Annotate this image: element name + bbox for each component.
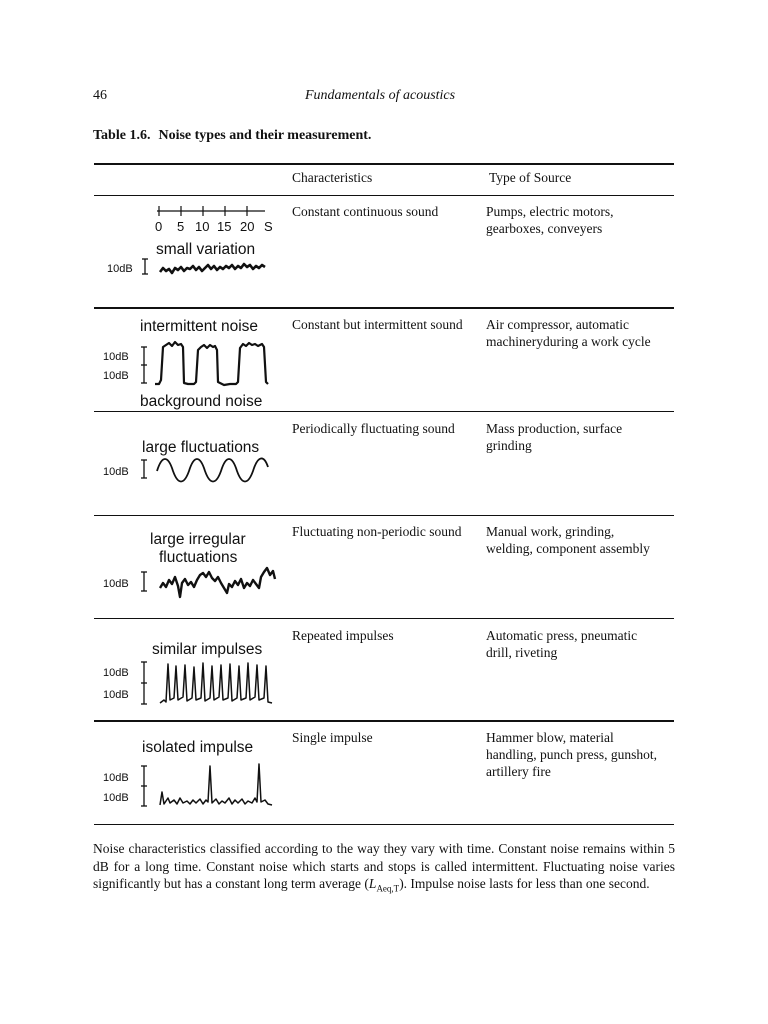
waveform-repeated-impulses [160, 663, 272, 703]
waveform-irregular [160, 568, 275, 597]
waveform-small-variation [160, 264, 265, 273]
note-subscript: Aeq,T [376, 883, 400, 894]
waveform-intermittent [155, 342, 268, 385]
figure-title: isolated impulse [142, 739, 254, 756]
figure-title-line1: large irregular [150, 531, 246, 548]
time-axis [155, 206, 273, 234]
row-4-characteristics: Fluctuating non-periodic sound [292, 524, 462, 539]
row-4-source: Manual work, grinding, welding, component assembly [486, 524, 650, 556]
scale-label: 10dB [103, 370, 129, 382]
time-tick-label: 10 [195, 219, 210, 234]
row-5-figure [100, 630, 285, 715]
scale-label: 10dB [107, 263, 133, 275]
scale-label: 10dB [103, 772, 129, 784]
table-title: Noise types and their measurement. [158, 128, 372, 143]
scale-label: 10dB [103, 667, 129, 679]
scale-label: 10dB [103, 466, 129, 478]
table-caption [93, 128, 371, 144]
table-top-rule [94, 163, 674, 165]
row-3-source: Mass production, surface grinding [486, 421, 623, 453]
scale-label: 10dB [103, 792, 129, 804]
row-5-source: Automatic press, pneumatic drill, riveting [486, 628, 638, 660]
waveform-isolated-impulse [160, 764, 272, 805]
row-2-characteristics: Constant but intermittent sound [292, 317, 463, 332]
scale-label: 10dB [103, 351, 129, 363]
row-rule [94, 720, 674, 722]
row-1-source: Pumps, electric motors, gearboxes, conveyers [486, 204, 614, 236]
scale-label: 10dB [103, 578, 129, 590]
running-title: Fundamentals of acoustics [305, 88, 456, 103]
table-note [93, 840, 675, 898]
row-2-figure [100, 310, 285, 410]
row-6-source: Hammer blow, material handling, punch press, gunshot, artillery fire [486, 730, 657, 779]
scale-bar-icon [141, 766, 147, 806]
row-3-characteristics: Periodically fluctuating sound [292, 421, 455, 436]
scale-bar-icon [141, 662, 147, 704]
row-rule [94, 411, 674, 412]
header-rule [94, 195, 674, 196]
row-5-characteristics: Repeated impulses [292, 628, 394, 643]
row-3-figure [100, 425, 285, 505]
figure-title: large fluctuations [142, 439, 260, 456]
figure-title: similar impulses [152, 641, 263, 658]
row-4-figure [100, 525, 285, 615]
row-rule [94, 618, 674, 619]
time-tick-label: 5 [177, 219, 185, 234]
figure-subtitle: background noise [140, 393, 263, 410]
waveform-periodic [157, 458, 268, 481]
row-1-figure [100, 200, 285, 300]
row-1-characteristics: Constant continuous sound [292, 204, 439, 219]
row-6-figure [100, 732, 285, 820]
note-text-part1: Noise characteristics classified according to the way they vary with time. Constant noise remains within 5 dB for a long time. Constant noise which starts and stops is called intermittent. Fluctuating noise varies significantly but has a constant long term average ( [93, 841, 675, 891]
scale-bar-icon [142, 259, 148, 274]
column-header-characteristics: Characteristics [292, 170, 373, 185]
row-2-source: Air compressor, automatic machineryduring a work cycle [486, 317, 651, 349]
figure-title: intermittent noise [140, 318, 259, 335]
table-label: Table 1.6. [93, 128, 151, 143]
column-header-source: Type of Source [489, 170, 572, 185]
row-rule [94, 307, 674, 309]
scale-label: 10dB [103, 689, 129, 701]
figure-title: small variation [156, 241, 256, 258]
scale-bar-icon [141, 572, 147, 591]
note-symbol: L [368, 876, 377, 891]
page-number: 46 [93, 88, 107, 103]
scale-bar-icon [141, 460, 147, 478]
time-tick-label: S [264, 219, 273, 234]
row-rule [94, 515, 674, 516]
scale-bar-icon [141, 347, 147, 383]
time-tick-label: 15 [217, 219, 232, 234]
figure-title-line2: fluctuations [159, 549, 238, 566]
row-6-characteristics: Single impulse [292, 730, 373, 745]
table-bottom-rule [94, 824, 674, 825]
time-tick-label: 0 [155, 219, 163, 234]
note-text-part2: ). Impulse noise lasts for less than one second. [399, 876, 650, 891]
time-tick-label: 20 [240, 219, 255, 234]
